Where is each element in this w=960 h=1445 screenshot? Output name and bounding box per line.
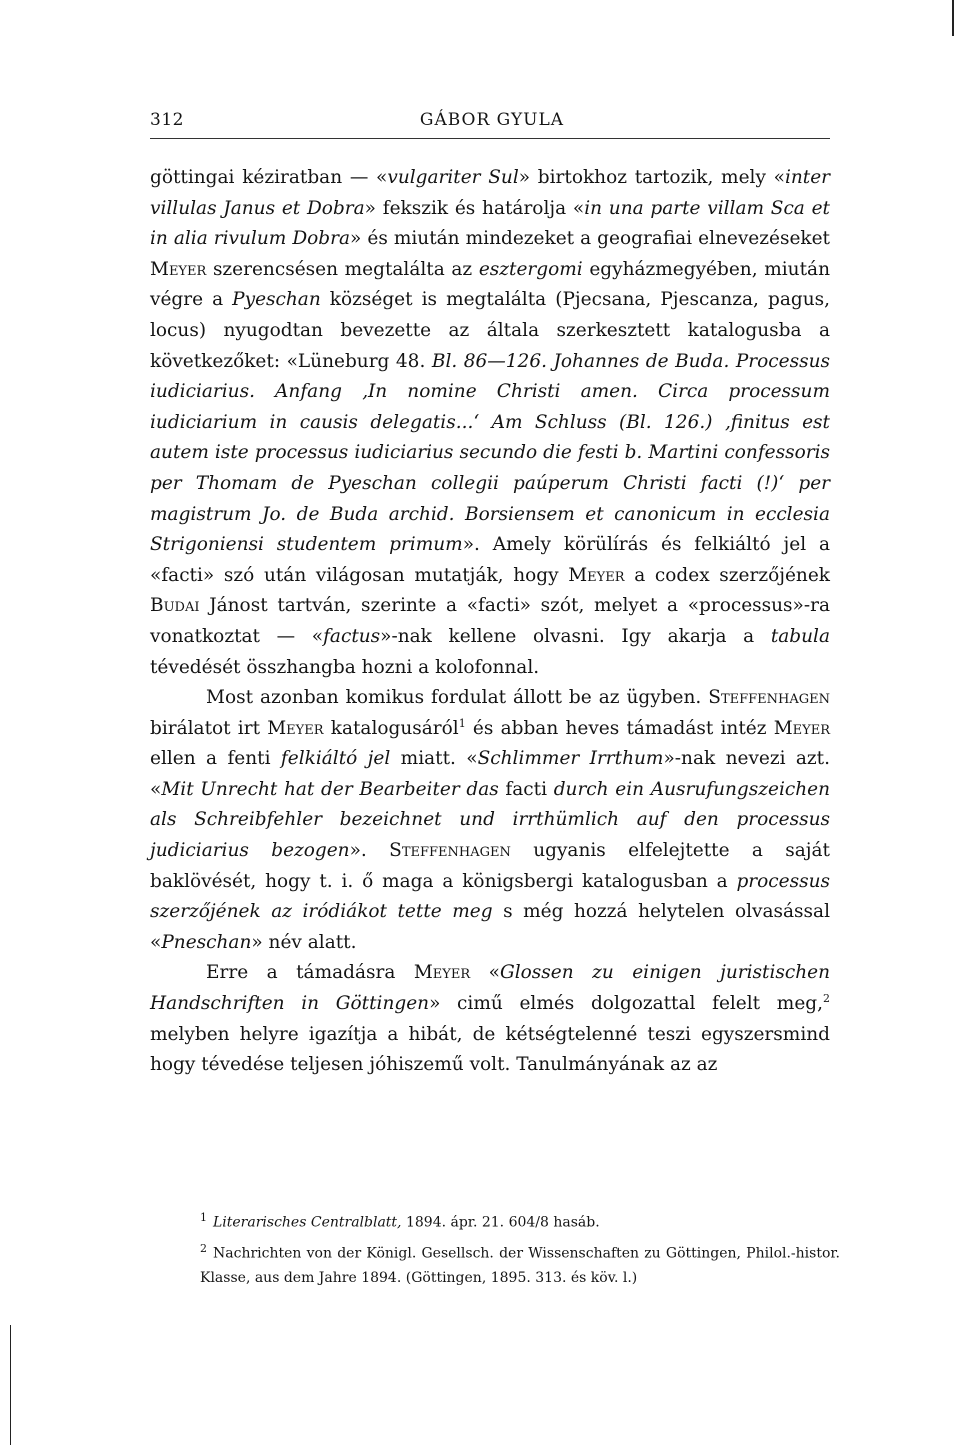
text-run: ». bbox=[349, 840, 390, 862]
text-run: facti bbox=[498, 778, 554, 800]
text-run: birálatot irt bbox=[150, 717, 268, 739]
footnote-1 bbox=[200, 1205, 840, 1236]
page-header bbox=[150, 110, 830, 139]
italic-run: felkiáltó jel bbox=[280, 748, 391, 770]
italic-run: Schlimmer Irrthum bbox=[477, 748, 664, 770]
running-head: GÁBOR GYULA bbox=[419, 110, 565, 130]
footnote-number: 1 bbox=[200, 1211, 207, 1224]
italic-run: tabula bbox=[770, 625, 830, 647]
text-run: göttingai kéziratban — « bbox=[150, 167, 388, 188]
text-run: » cimű elmés dolgozattal felelt meg, bbox=[429, 993, 823, 1015]
footnote-2 bbox=[200, 1236, 840, 1292]
text-run: » birtokhoz tartozik, mely « bbox=[518, 167, 785, 188]
italic-run: in una parte villam Sca et in alia rivulum Dobra bbox=[150, 197, 830, 250]
italic-run: inter villulas Janus et Dobra bbox=[150, 167, 831, 219]
text-run: a codex szerzőjének bbox=[624, 564, 830, 586]
text-run: szerencsésen megtalálta az bbox=[206, 258, 479, 280]
italic-run: Mit Unrecht hat der Bearbeiter das bbox=[161, 778, 499, 800]
italic-run: esztergomi bbox=[478, 258, 583, 280]
text-run: » és miután mindezeket a geografiai elnevezéseket bbox=[350, 228, 830, 250]
text-run: tévedését összhangba hozni a kolofonnal. bbox=[150, 656, 540, 678]
text-run: ugyanis elfelejtette a saját baklövését, hogy t. i. ő maga a königsbergi katalogusban a bbox=[150, 840, 830, 892]
footnote-ref: 1 bbox=[458, 716, 466, 730]
text-run: ellen a fenti bbox=[150, 748, 281, 770]
paragraph-2 bbox=[150, 683, 830, 958]
italic-run: Glossen zu einigen juristischen Handschriften in Göttingen bbox=[150, 962, 830, 1015]
text-run: » fekszik és határolja « bbox=[364, 197, 585, 219]
author-name: Meyer bbox=[568, 564, 625, 586]
text-run: és abban heves támadást intéz bbox=[465, 717, 774, 739]
text-run: »-nak kellene olvasni. Igy akarja a bbox=[380, 625, 771, 647]
text-run: Most azonban komikus fordulat állott be az ügyben. bbox=[206, 687, 709, 709]
text-run: katalogusáról bbox=[323, 717, 459, 739]
italic-run: processus szerzőjének az iródiákot tette meg bbox=[150, 870, 830, 923]
page-number: 312 bbox=[150, 110, 184, 130]
text-run: ». Amely körülírás és felkiáltó jel a «facti» szó után világosan mutatják, hogy bbox=[150, 534, 830, 586]
text-run: Erre a támadásra bbox=[206, 962, 414, 984]
author-name: Meyer bbox=[150, 258, 207, 280]
italic-run: Bl. 86—126. Johannes de Buda. Processus iudiciarius. Anfang ‚In nomine Christi amen. Circa processum iudiciarium in causis delegatis...‘ Am Schluss (Bl. 126.) ‚finitus est autem iste processus iudiciarius secundo die festi b. Martini confessoris per Thomam de Pyeschan collegii paúperum Christi facti (!)‘ per magistrum Jo. de Buda archid. Borsiensem et canonicum in ecclesia Strigoniensi studentem primum bbox=[150, 350, 830, 556]
author-name: Meyer bbox=[773, 717, 830, 739]
text-run: » név alatt. bbox=[251, 931, 357, 953]
paragraph-3 bbox=[150, 958, 830, 1080]
text-run: községet is megtalálta (Pjecsana, Pjescanza, pagus, locus) nyugodtan bevezette az általa szerkesztett katalogusba a következőket: «Lüneburg 48. bbox=[150, 289, 830, 372]
footnote-number: 2 bbox=[200, 1241, 207, 1255]
body-text bbox=[150, 163, 830, 1081]
italic-run: Pneschan bbox=[161, 931, 252, 953]
author-name: Meyer bbox=[267, 717, 324, 739]
page bbox=[150, 110, 830, 1081]
footnote-text: 1894. ápr. 21. 604/8 hasáb. bbox=[401, 1214, 600, 1231]
text-run: melyben helyre igazítja a hibát, de kétségtelenné teszi egyszersmind hogy tévedése teljesen jóhiszemű volt. Tanulmányának az az bbox=[150, 1023, 830, 1076]
scan-edge-left bbox=[10, 1325, 11, 1445]
author-name: Meyer bbox=[413, 962, 471, 984]
italic-run: Pyeschan bbox=[232, 289, 321, 311]
italic-run: vulgariter Sul bbox=[387, 167, 519, 188]
text-run: egyházmegyében, miután végre a bbox=[150, 258, 830, 311]
footnotes bbox=[200, 1205, 840, 1291]
text-run: s még hozzá helytelen olvasással « bbox=[150, 901, 830, 953]
text-run: Jánost tartván, szerinte a «facti» szót, melyet a «processus»-ra vonatkoztat — « bbox=[150, 595, 830, 647]
footnote-title: Literarisches Centralblatt, bbox=[213, 1214, 402, 1231]
author-name: Steffenhagen bbox=[389, 840, 511, 862]
text-run: « bbox=[470, 962, 500, 984]
paragraph-1 bbox=[150, 163, 830, 683]
italic-run: factus bbox=[323, 625, 381, 647]
text-run: »-nak nevezi azt. « bbox=[150, 748, 830, 800]
scan-edge-right bbox=[952, 0, 954, 36]
footnote-ref: 2 bbox=[823, 991, 830, 1005]
italic-run: durch ein Ausrufungszeichen als Schreibfehler bezeichnet und irrthümlich auf den processus judiciarius bezogen bbox=[150, 778, 831, 862]
author-name: Steffenhagen bbox=[708, 687, 830, 709]
author-name: Budai bbox=[150, 595, 200, 617]
footnote-text: Nachrichten von der Königl. Gesellsch. der Wissenschaften zu Göttingen, Philol.-histor. Klasse, aus dem Jahre 1894. (Göttingen, 1895. 313. és köv. l.) bbox=[200, 1245, 840, 1287]
text-run: miatt. « bbox=[390, 748, 478, 770]
